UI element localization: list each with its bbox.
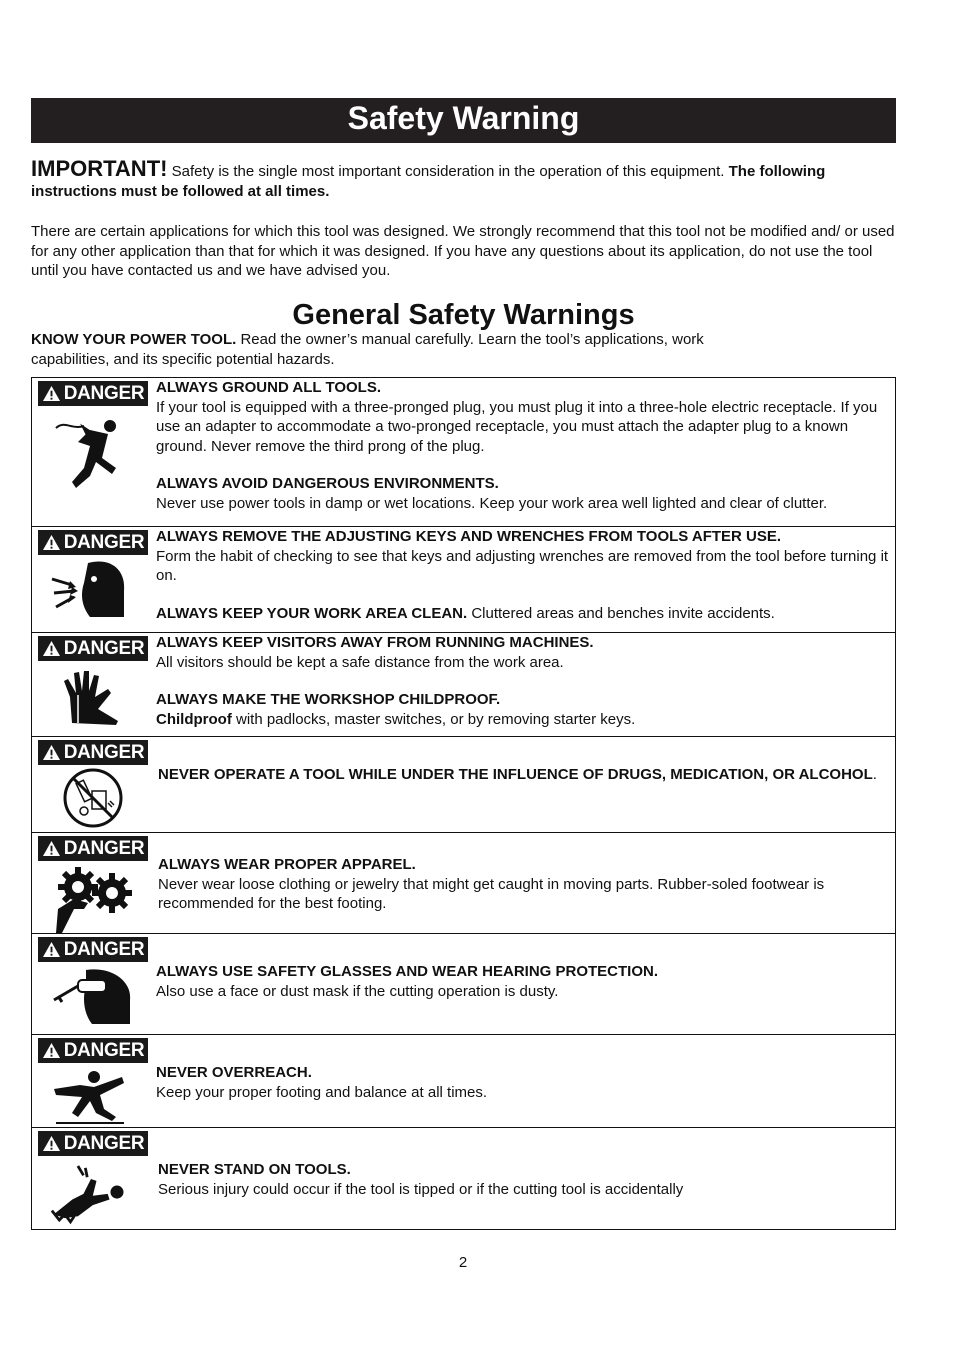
warning-triangle-icon — [42, 385, 61, 402]
danger-row — [31, 1035, 896, 1128]
know-bold: KNOW YOUR POWER TOOL. — [31, 331, 237, 348]
danger-row — [31, 378, 896, 527]
warning-text: All visitors should be kept a safe distance from the work area. — [156, 653, 564, 671]
warning-triangle-icon — [42, 941, 61, 958]
danger-label: DANGER — [63, 532, 145, 553]
danger-badge — [38, 381, 148, 406]
warning-title: ALWAYS MAKE THE WORKSHOP CHILDPROOF. — [156, 691, 501, 708]
warning-triangle-icon — [42, 534, 61, 551]
danger-row — [31, 527, 896, 633]
page-number: 2 — [458, 1254, 468, 1271]
danger-table — [31, 377, 896, 1230]
danger-label: DANGER — [63, 838, 145, 859]
page-banner — [31, 98, 896, 143]
warning-title: ALWAYS KEEP VISITORS AWAY FROM RUNNING MACHINES. — [156, 634, 594, 651]
danger-label: DANGER — [63, 742, 145, 763]
warning-text: with padlocks, master switches, or by removing starter keys. — [231, 710, 636, 728]
entanglement-gears-icon — [54, 863, 134, 933]
danger-badge — [38, 740, 148, 765]
danger-badge — [38, 636, 148, 661]
danger-row — [31, 934, 896, 1035]
warning-text: Cluttered areas and benches invite accidents. — [467, 604, 775, 622]
warning-triangle-icon — [42, 1042, 61, 1059]
warning-triangle-icon — [42, 744, 61, 761]
warning-title: NEVER OPERATE A TOOL WHILE UNDER THE INFLUENCE OF DRUGS, MEDICATION, OR ALCOHOL — [158, 766, 873, 783]
danger-badge — [38, 1038, 148, 1063]
warning-title: ALWAYS WEAR PROPER APPAREL. — [158, 856, 416, 873]
danger-text — [156, 1063, 889, 1102]
danger-text — [158, 765, 889, 785]
warning-title: ALWAYS GROUND ALL TOOLS. — [156, 379, 382, 396]
important-text: Safety is the single most important consideration in the operation of this equipment. — [167, 163, 729, 180]
danger-text — [156, 962, 889, 1001]
warning-text: Keep your proper footing and balance at all times. — [156, 1083, 488, 1101]
danger-text — [156, 527, 889, 623]
general-safety-heading: General Safety Warnings — [292, 299, 635, 331]
danger-label: DANGER — [63, 638, 145, 659]
page-title: Safety Warning — [347, 100, 580, 136]
warning-text: Never use power tools in damp or wet locations. Keep your work area well lighted and clear of clutter. — [156, 494, 828, 512]
danger-row — [31, 833, 896, 934]
warning-text: If your tool is equipped with a three-pronged plug, you must plug it into a three-hole electric receptacle. If you use an adapter to accommodate a two-pronged receptacle, you must attach the adapter plug to a known ground. Never remove the third prong of the plug. — [156, 398, 878, 455]
warning-text: Also use a face or dust mask if the cutting operation is dusty. — [156, 982, 559, 1000]
danger-text — [158, 1160, 889, 1199]
important-label: IMPORTANT! — [31, 156, 168, 181]
danger-row — [31, 633, 896, 737]
important-bold-text: The following instructions must be followed at all times. — [31, 163, 826, 200]
warning-title: ALWAYS AVOID DANGEROUS ENVIRONMENTS. — [156, 475, 499, 492]
warning-triangle-icon — [42, 640, 61, 657]
warning-triangle-icon — [42, 840, 61, 857]
warning-title: ALWAYS USE SAFETY GLASSES AND WEAR HEARING PROTECTION. — [156, 963, 659, 980]
danger-badge — [38, 836, 148, 861]
warning-text: Form the habit of checking to see that keys and adjusting wrenches are removed from the tool before turning it on. — [156, 547, 889, 584]
eye-protection-icon — [52, 966, 132, 1026]
danger-label: DANGER — [63, 383, 145, 404]
warning-title: NEVER STAND ON TOOLS. — [158, 1161, 351, 1178]
danger-label: DANGER — [63, 1133, 145, 1154]
falling-person-icon — [50, 1160, 130, 1226]
danger-label: DANGER — [63, 1040, 145, 1061]
danger-text — [156, 378, 889, 513]
know-your-tool-paragraph — [31, 330, 771, 369]
slip-fall-icon — [50, 1067, 130, 1125]
danger-text — [156, 633, 889, 729]
danger-text — [158, 855, 889, 914]
danger-badge — [38, 530, 148, 555]
warning-title: NEVER OVERREACH. — [156, 1064, 312, 1081]
important-paragraph — [31, 156, 899, 201]
warning-bold: Childproof — [156, 710, 232, 728]
warning-period: . — [872, 766, 877, 783]
danger-badge — [38, 1131, 148, 1156]
flying-debris-icon — [50, 557, 130, 625]
know-text: Read the owner’s manual carefully. Learn the tool’s applications, work capabilities, and its specific potential hazards. — [31, 331, 704, 368]
electric-shock-icon — [50, 416, 130, 496]
danger-row — [31, 737, 896, 833]
warning-triangle-icon — [42, 1135, 61, 1152]
no-drugs-alcohol-icon — [62, 767, 124, 829]
warning-text: Serious injury could occur if the tool is tipped or if the cutting tool is accidentally — [158, 1180, 684, 1198]
warning-title: ALWAYS KEEP YOUR WORK AREA CLEAN. — [156, 604, 468, 622]
hand-stop-icon — [50, 667, 130, 727]
danger-label: DANGER — [63, 939, 145, 960]
danger-badge — [38, 937, 148, 962]
warning-title: ALWAYS REMOVE THE ADJUSTING KEYS AND WRENCHES FROM TOOLS AFTER USE. — [156, 528, 782, 545]
applications-paragraph: There are certain applications for which this tool was designed. We strongly recommend that this tool not be modified and/ or used for any other application than that for which it was designed. If you have any questions about its application, do not use the tool until you have contacted us and we have advised you. — [31, 223, 895, 279]
warning-text: Never wear loose clothing or jewelry that might get caught in moving parts. Rubber-soled footwear is recommended for the best footing. — [158, 875, 825, 912]
danger-row — [31, 1128, 896, 1230]
